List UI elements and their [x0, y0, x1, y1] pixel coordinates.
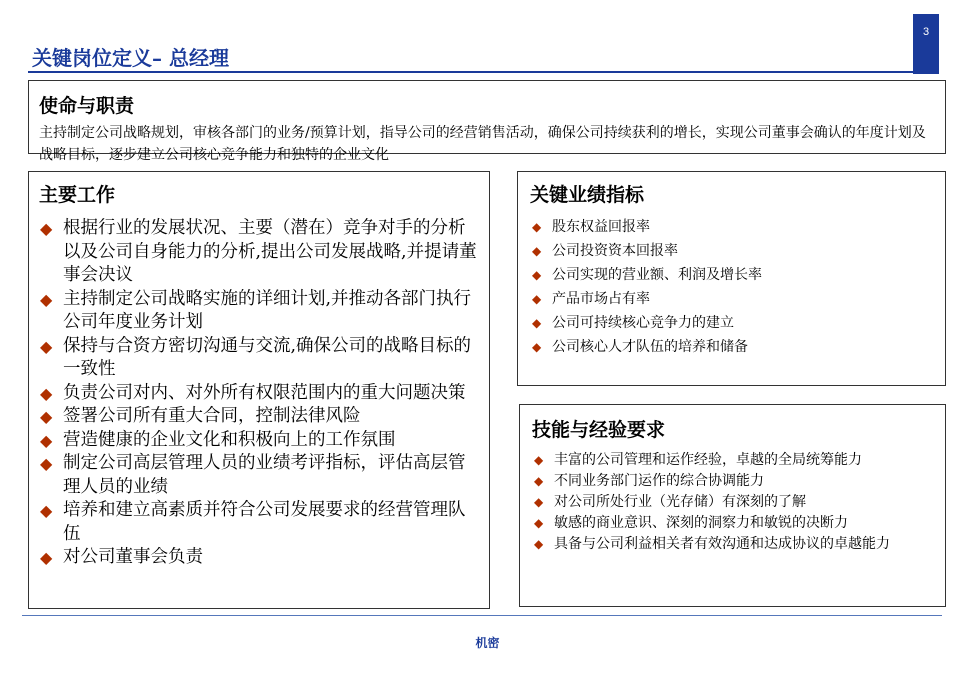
diamond-bullet-icon: ◆ [532, 268, 542, 282]
list-item: ◆ 培养和建立高素质并符合公司发展要求的经营管理队伍 [40, 500, 466, 544]
main-work-box [28, 171, 490, 609]
diamond-bullet-icon: ◆ [40, 454, 53, 473]
mission-text: 主持制定公司战略规划，审核各部门的业务/预算计划，指导公司的经营销售活动，确保公司持续获利的增长，实现公司董事会确认的年度计划及战略目标，逐步建立公司核心竞争能力和独特的企业文化 [39, 125, 926, 163]
diamond-bullet-icon: ◆ [534, 453, 544, 467]
list-item: ◆ 签署公司所有重大合同，控制法律风险 [39, 405, 479, 429]
title-divider [28, 71, 913, 73]
confidential-label: 机密 [475, 636, 500, 650]
list-item: ◆ 根据行业的发展状况、主要（潜在）竞争对手的分析以及公司自身能力的分析,提出公司发展战略,并提请董事会决议 [40, 218, 477, 285]
diamond-bullet-icon: ◆ [40, 430, 53, 450]
skills-box [519, 404, 946, 607]
list-item: ◆ 负责公司对内、对外所有权限范围内的重大问题决策 [39, 382, 479, 406]
page-title: 关键岗位定义– 总经理 [32, 46, 229, 70]
list-item: ◆ 丰富的公司管理和运作经验，卓越的全局统筹能力 [532, 450, 933, 471]
diamond-bullet-icon: ◆ [532, 316, 542, 330]
list-item: ◆ 不同业务部门运作的综合协调能力 [532, 471, 933, 492]
diamond-bullet-icon: ◆ [40, 336, 53, 356]
list-item: ◆ 营造健康的企业文化和积极向上的工作氛围 [39, 429, 479, 453]
skills-heading: 技能与经验要求 [532, 419, 666, 441]
list-item: ◆ 主持制定公司战略实施的详细计划,并推动各部门执行公司年度业务计划 [40, 288, 472, 332]
diamond-bullet-icon: ◆ [40, 407, 53, 426]
kpi-heading: 关键业绩指标 [530, 184, 645, 206]
diamond-bullet-icon: ◆ [40, 289, 53, 309]
diamond-bullet-icon: ◆ [534, 495, 544, 509]
diamond-bullet-icon: ◆ [534, 474, 544, 488]
footer-divider [22, 615, 942, 616]
main-work-heading: 主要工作 [39, 184, 116, 206]
diamond-bullet-icon: ◆ [532, 220, 542, 234]
diamond-bullet-icon: ◆ [532, 340, 542, 354]
main-work-list [39, 217, 479, 570]
list-item: ◆ 敏感的商业意识、深刻的洞察力和敏锐的决断力 [532, 513, 933, 534]
kpi-box [517, 171, 946, 386]
list-item: ◆ 公司实现的营业额、利润及增长率 [530, 263, 933, 287]
list-item: ◆ 股东权益回报率 [530, 215, 933, 239]
kpi-list [530, 215, 933, 359]
list-item: ◆ 公司核心人才队伍的培养和储备 [530, 335, 933, 359]
diamond-bullet-icon: ◆ [40, 501, 53, 520]
list-item: ◆ 产品市场占有率 [530, 287, 933, 311]
list-item: ◆ 对公司所处行业（光存储）有深刻的了解 [532, 492, 933, 513]
mission-box [28, 80, 946, 163]
list-item: ◆ 制定公司高层管理人员的业绩考评指标，评估高层管理人员的业绩 [40, 453, 466, 497]
diamond-bullet-icon: ◆ [532, 244, 542, 258]
diamond-bullet-icon: ◆ [40, 548, 53, 567]
list-item: ◆ 具备与公司利益相关者有效沟通和达成协议的卓越能力 [532, 534, 933, 555]
list-item: ◆ 对公司董事会负责 [39, 546, 479, 570]
diamond-bullet-icon: ◆ [534, 516, 544, 530]
diamond-bullet-icon: ◆ [532, 292, 542, 306]
list-item: ◆ 保持与合资方密切沟通与交流,确保公司的战略目标的一致性 [40, 335, 472, 379]
diamond-bullet-icon: ◆ [534, 537, 544, 551]
diamond-bullet-icon: ◆ [40, 383, 53, 403]
skills-list [532, 450, 933, 555]
list-item: ◆ 公司可持续核心竞争力的建立 [530, 311, 933, 335]
page-number: 3 [913, 14, 939, 74]
list-item: ◆ 公司投资资本回报率 [530, 239, 933, 263]
diamond-bullet-icon: ◆ [40, 219, 53, 238]
mission-heading: 使命与职责 [39, 95, 135, 117]
